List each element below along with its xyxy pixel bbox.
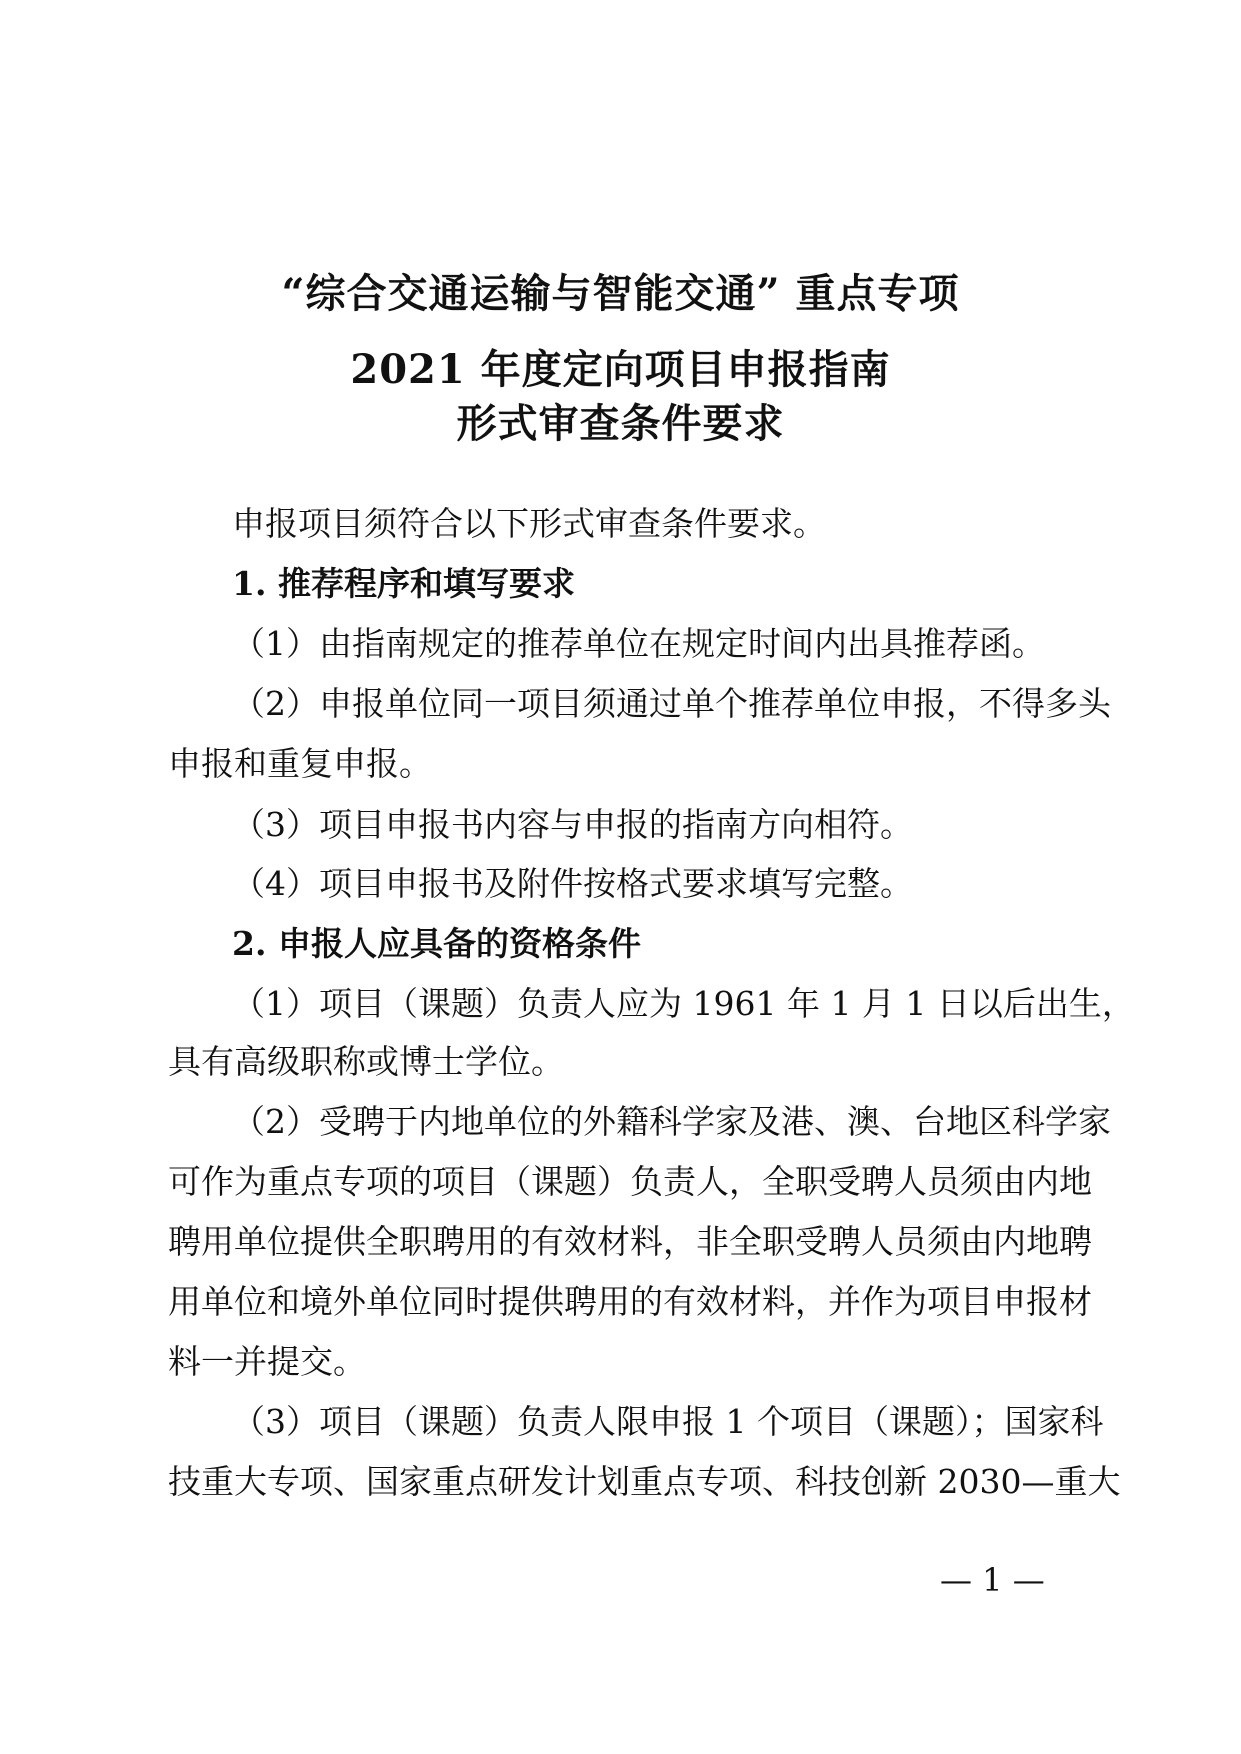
item-2-2-line-3: 聘用单位提供全职聘用的有效材料，非全职受聘人员须由内地聘 xyxy=(168,1222,1092,1261)
item-2-2-line-4: 用单位和境外单位同时提供聘用的有效材料，并作为项目申报材 xyxy=(168,1282,1092,1321)
section-heading-2: 2. 申报人应具备的资格条件 xyxy=(232,924,641,963)
title-line-1: “综合交通运输与智能交通” 重点专项 xyxy=(281,270,960,317)
section-heading-1: 1. 推荐程序和填写要求 xyxy=(232,564,575,603)
item-1-1: （1）由指南规定的推荐单位在规定时间内出具推荐函。 xyxy=(232,624,1045,663)
item-2-3-line-2: 技重大专项、国家重点研发计划重点专项、科技创新 2030—重大 xyxy=(168,1462,1121,1501)
item-2-1-line-1: （1）项目（课题）负责人应为 1961 年 1 月 1 日以后出生， xyxy=(232,984,1135,1023)
item-2-2-line-1: （2）受聘于内地单位的外籍科学家及港、澳、台地区科学家 xyxy=(232,1102,1111,1141)
item-2-2-line-2: 可作为重点专项的项目（课题）负责人，全职受聘人员须由内地 xyxy=(168,1162,1092,1201)
item-1-2-line-2: 申报和重复申报。 xyxy=(168,744,432,783)
item-1-2-line-1: （2）申报单位同一项目须通过单个推荐单位申报，不得多头 xyxy=(232,684,1111,723)
item-2-2-line-5: 料一并提交。 xyxy=(168,1342,366,1381)
item-1-3: （3）项目申报书内容与申报的指南方向相符。 xyxy=(232,805,913,844)
item-1-4: （4）项目申报书及附件按格式要求填写完整。 xyxy=(232,864,913,903)
intro-paragraph: 申报项目须符合以下形式审查条件要求。 xyxy=(232,504,826,543)
item-2-1-line-2: 具有高级职称或博士学位。 xyxy=(168,1042,564,1081)
title-line-2: 2021 年度定向项目申报指南 xyxy=(350,346,891,393)
page-number: — 1 — xyxy=(940,1561,1045,1599)
item-2-3-line-1: （3）项目（课题）负责人限申报 1 个项目（课题）；国家科 xyxy=(232,1402,1104,1441)
title-line-3: 形式审查条件要求 xyxy=(456,400,785,447)
